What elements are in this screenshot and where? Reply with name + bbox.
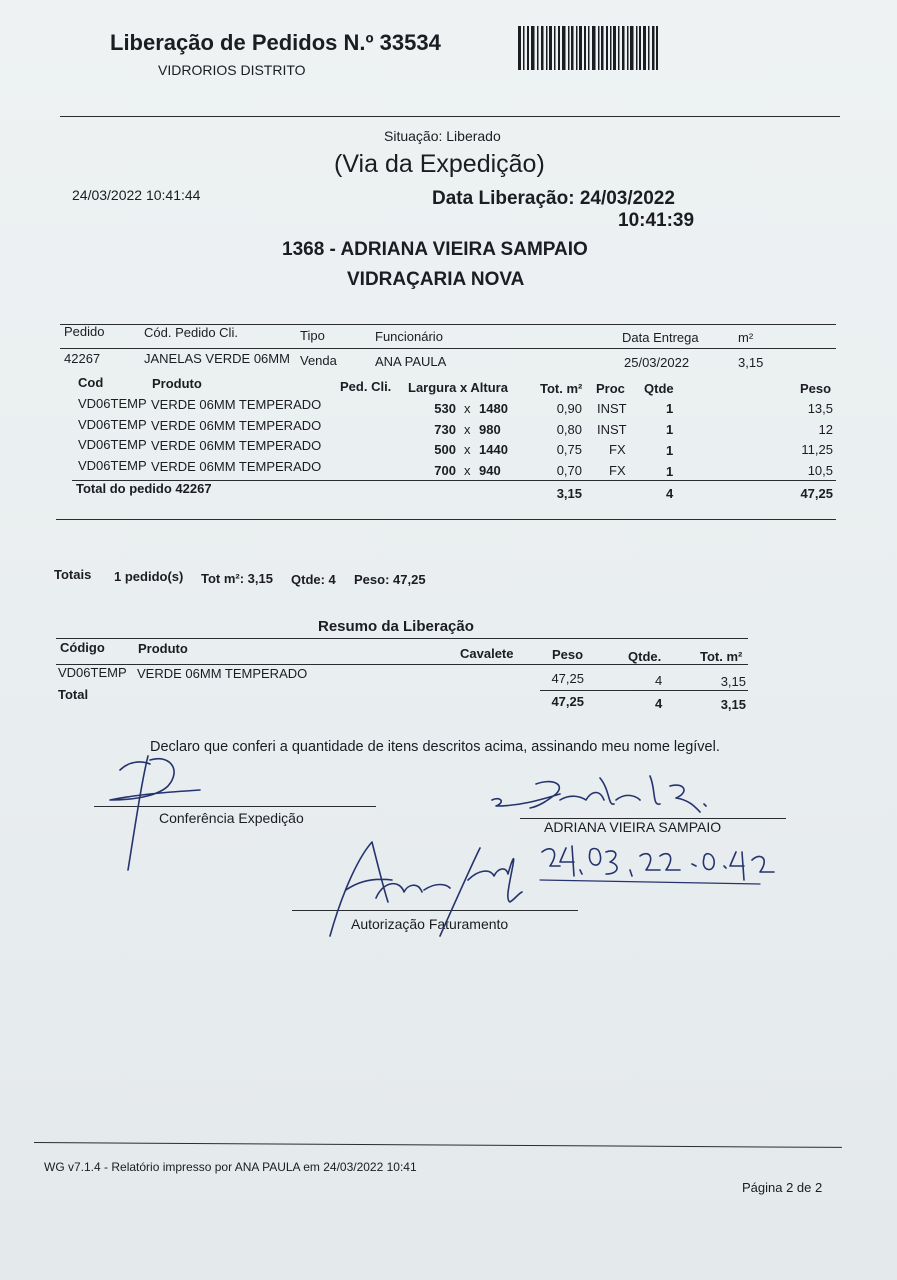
release-time: 10:41:39 bbox=[618, 210, 695, 231]
signature-label-client: ADRIANA VIEIRA SAMPAIO bbox=[544, 819, 722, 835]
item-proc: FX bbox=[609, 442, 626, 457]
signature-label-autorizacao: Autorização Faturamento bbox=[351, 916, 509, 932]
item-altura: 1480 bbox=[479, 401, 508, 416]
col-header-funcionario: Funcionário bbox=[375, 329, 443, 344]
divider bbox=[540, 690, 748, 691]
item-peso: 13,5 bbox=[807, 401, 833, 416]
item-qtde: 1 bbox=[666, 401, 674, 416]
item-proc: INST bbox=[597, 401, 627, 416]
summary-col-peso: Peso bbox=[552, 647, 584, 662]
summary-col-produto: Produto bbox=[138, 641, 188, 656]
item-peso: 11,25 bbox=[801, 442, 833, 457]
col-header-proc: Proc bbox=[596, 381, 625, 396]
item-altura: 940 bbox=[479, 463, 501, 478]
summary-codigo: VD06TEMP bbox=[58, 665, 127, 680]
totals-m2: Tot m²: 3,15 bbox=[201, 571, 273, 586]
barcode bbox=[518, 26, 658, 70]
item-largura: 730 bbox=[434, 422, 456, 437]
col-header-qtde: Qtde bbox=[644, 381, 674, 396]
totals-qtde: Qtde: 4 bbox=[291, 572, 336, 587]
order-total-qtde: 4 bbox=[666, 486, 674, 501]
status-text: Situação: Liberado bbox=[384, 128, 501, 144]
item-qtde: 1 bbox=[666, 443, 674, 458]
col-header-data-entrega: Data Entrega bbox=[622, 330, 699, 345]
handwritten-date bbox=[542, 846, 774, 880]
item-produto: VERDE 06MM TEMPERADO bbox=[151, 397, 322, 412]
divider bbox=[56, 519, 836, 520]
client-name: 1368 - ADRIANA VIEIRA SAMPAIO bbox=[282, 239, 588, 260]
col-header-cod: Cod bbox=[78, 375, 104, 390]
item-altura: 980 bbox=[479, 422, 501, 437]
order-m2: 3,15 bbox=[738, 355, 764, 370]
item-cod: VD06TEMP bbox=[78, 396, 147, 411]
order-data-entrega: 25/03/2022 bbox=[624, 355, 690, 370]
item-x: x bbox=[464, 422, 471, 437]
summary-col-cavalete: Cavalete bbox=[460, 646, 514, 661]
totals-label: Totais bbox=[54, 567, 92, 582]
signature-client bbox=[492, 776, 706, 812]
col-header-dimensions: Largura x Altura bbox=[408, 380, 508, 395]
summary-qtde: 4 bbox=[655, 673, 663, 688]
item-peso: 10,5 bbox=[807, 463, 833, 478]
signature-label-conferencia: Conferência Expedição bbox=[159, 810, 304, 826]
item-cod: VD06TEMP bbox=[78, 417, 147, 432]
page-number: Página 2 de 2 bbox=[742, 1180, 823, 1195]
col-header-m2: m² bbox=[738, 330, 754, 345]
item-tot-m2: 0,90 bbox=[556, 401, 582, 416]
totals-peso: Peso: 47,25 bbox=[354, 572, 426, 587]
order-total-label: Total do pedido 42267 bbox=[76, 481, 212, 496]
signature-line-autorizacao bbox=[292, 910, 578, 911]
item-x: x bbox=[464, 463, 471, 478]
summary-peso: 47,25 bbox=[551, 671, 584, 686]
item-proc: FX bbox=[609, 463, 626, 478]
item-tot-m2: 0,75 bbox=[556, 442, 582, 457]
divider bbox=[56, 638, 748, 639]
summary-total-peso: 47,25 bbox=[551, 694, 584, 709]
company-name: VIDRORIOS DISTRITO bbox=[158, 62, 306, 78]
order-total-m2: 3,15 bbox=[556, 486, 582, 501]
item-altura: 1440 bbox=[479, 442, 508, 457]
summary-tot-m2: 3,15 bbox=[720, 674, 746, 689]
summary-title: Resumo da Liberação bbox=[318, 618, 474, 635]
item-largura: 500 bbox=[434, 442, 456, 457]
item-cod: VD06TEMP bbox=[78, 437, 147, 452]
item-tot-m2: 0,80 bbox=[556, 422, 582, 437]
summary-total-label: Total bbox=[58, 687, 89, 702]
summary-col-tot-m2: Tot. m² bbox=[700, 649, 743, 664]
divider bbox=[56, 664, 748, 665]
store-name: VIDRAÇARIA NOVA bbox=[347, 269, 525, 290]
summary-col-qtde: Qtde. bbox=[628, 649, 662, 664]
item-produto: VERDE 06MM TEMPERADO bbox=[151, 438, 322, 453]
totals-pedidos: 1 pedido(s) bbox=[114, 569, 184, 584]
divider bbox=[60, 116, 840, 117]
item-peso: 12 bbox=[818, 422, 833, 437]
footer-printed-by: WG v7.1.4 - Relatório impresso por ANA PAULA em 24/03/2022 10:41 bbox=[44, 1160, 417, 1174]
item-qtde: 1 bbox=[666, 464, 674, 479]
order-pedido: 42267 bbox=[64, 351, 101, 366]
print-timestamp: 24/03/2022 10:41:44 bbox=[72, 187, 201, 203]
order-tipo: Venda bbox=[300, 353, 337, 368]
summary-total-qtde: 4 bbox=[655, 696, 663, 711]
divider bbox=[34, 1142, 842, 1148]
col-header-produto: Produto bbox=[152, 376, 202, 391]
item-qtde: 1 bbox=[666, 422, 674, 437]
item-largura: 700 bbox=[434, 463, 456, 478]
release-date: Data Liberação: 24/03/2022 bbox=[432, 188, 675, 209]
item-proc: INST bbox=[597, 422, 627, 437]
divider bbox=[60, 348, 836, 349]
order-funcionario: ANA PAULA bbox=[375, 354, 447, 369]
item-x: x bbox=[464, 442, 471, 457]
item-produto: VERDE 06MM TEMPERADO bbox=[151, 418, 322, 433]
order-total-peso: 47,25 bbox=[800, 486, 833, 501]
summary-total-m2: 3,15 bbox=[720, 697, 746, 712]
summary-col-codigo: Código bbox=[60, 640, 105, 655]
order-cod-cli: JANELAS VERDE 06MM bbox=[144, 351, 290, 366]
signature-line-conferencia bbox=[94, 806, 376, 807]
col-header-peso: Peso bbox=[800, 381, 832, 396]
item-cod: VD06TEMP bbox=[78, 458, 147, 473]
item-largura: 530 bbox=[434, 401, 456, 416]
col-header-cod-pedido-cli: Cód. Pedido Cli. bbox=[144, 325, 238, 340]
item-produto: VERDE 06MM TEMPERADO bbox=[151, 459, 322, 474]
copy-type: (Via da Expedição) bbox=[334, 150, 545, 178]
col-header-tot-m2: Tot. m² bbox=[540, 381, 583, 396]
col-header-ped-cli: Ped. Cli. bbox=[340, 379, 392, 394]
col-header-tipo: Tipo bbox=[300, 328, 325, 343]
summary-produto: VERDE 06MM TEMPERADO bbox=[137, 666, 308, 681]
document-title: Liberação de Pedidos N.º 33534 bbox=[110, 30, 441, 55]
declaration-text: Declaro que conferi a quantidade de itens descritos acima, assinando meu nome legível. bbox=[150, 739, 720, 755]
item-tot-m2: 0,70 bbox=[556, 463, 582, 478]
col-header-pedido: Pedido bbox=[64, 324, 105, 339]
item-x: x bbox=[464, 401, 471, 416]
